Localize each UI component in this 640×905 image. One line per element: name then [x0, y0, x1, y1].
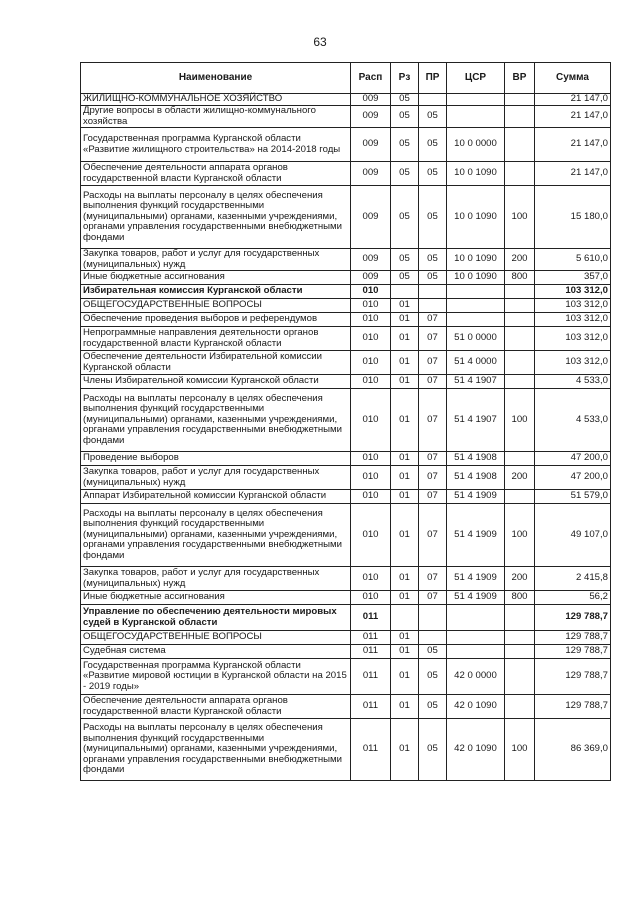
- row-sum: 103 312,0: [535, 327, 611, 351]
- table-row: [81, 375, 611, 389]
- row-pr: [419, 299, 447, 313]
- row-name: Обеспечение деятельности аппарата органов государственной власти Курганской области: [81, 695, 351, 719]
- row-sum: 56,2: [535, 591, 611, 605]
- table-row: [81, 299, 611, 313]
- row-sum: 49 107,0: [535, 504, 611, 567]
- row-rz: 01: [391, 591, 419, 605]
- row-rasp: 010: [351, 567, 391, 591]
- row-rasp: 010: [351, 452, 391, 466]
- row-sum: 129 788,7: [535, 605, 611, 631]
- row-vr: [505, 351, 535, 375]
- row-sum: 21 147,0: [535, 94, 611, 106]
- row-pr: 05: [419, 645, 447, 659]
- row-sum: 4 533,0: [535, 389, 611, 452]
- row-rasp: 010: [351, 299, 391, 313]
- row-name: Закупка товаров, работ и услуг для государственных (муниципальных) нужд: [81, 249, 351, 271]
- row-pr: 07: [419, 327, 447, 351]
- row-rz: 01: [391, 452, 419, 466]
- table-row: [81, 504, 611, 567]
- row-vr: 200: [505, 567, 535, 591]
- row-rasp: 011: [351, 719, 391, 781]
- row-rasp: 010: [351, 313, 391, 327]
- row-rasp: 009: [351, 106, 391, 128]
- row-name: Судебная система: [81, 645, 351, 659]
- row-name: Расходы на выплаты персоналу в целях обеспечения выполнения функций государственными (муниципальными) органами, казенными учреждениями, органами управления государственными внебюджетными фондами: [81, 389, 351, 452]
- row-pr: 05: [419, 695, 447, 719]
- row-vr: 100: [505, 389, 535, 452]
- row-name: Члены Избирательной комиссии Курганской области: [81, 375, 351, 389]
- row-pr: 05: [419, 128, 447, 162]
- row-vr: 100: [505, 504, 535, 567]
- row-pr: 07: [419, 490, 447, 504]
- row-csr: 10 0 0000: [447, 128, 505, 162]
- row-vr: [505, 299, 535, 313]
- table-row: [81, 313, 611, 327]
- table-row: [81, 351, 611, 375]
- row-vr: 200: [505, 249, 535, 271]
- row-sum: 129 788,7: [535, 631, 611, 645]
- row-sum: 5 610,0: [535, 249, 611, 271]
- row-pr: [419, 631, 447, 645]
- row-pr: 05: [419, 719, 447, 781]
- table-row: [81, 567, 611, 591]
- row-sum: 21 147,0: [535, 128, 611, 162]
- row-csr: [447, 645, 505, 659]
- row-rz: 05: [391, 186, 419, 249]
- table-row: [81, 490, 611, 504]
- table-row: [81, 659, 611, 695]
- row-pr: 05: [419, 186, 447, 249]
- row-csr: 51 4 1909: [447, 567, 505, 591]
- row-sum: 103 312,0: [535, 299, 611, 313]
- row-pr: [419, 285, 447, 299]
- table-row: [81, 719, 611, 781]
- row-sum: 47 200,0: [535, 466, 611, 490]
- table-row: [81, 249, 611, 271]
- row-csr: 10 0 1090: [447, 186, 505, 249]
- table-row: [81, 591, 611, 605]
- row-pr: [419, 94, 447, 106]
- row-sum: 103 312,0: [535, 313, 611, 327]
- row-rz: 05: [391, 249, 419, 271]
- row-csr: 51 4 1907: [447, 389, 505, 452]
- row-rz: 01: [391, 490, 419, 504]
- row-rasp: 010: [351, 375, 391, 389]
- table-row: [81, 605, 611, 631]
- row-name: ОБЩЕГОСУДАРСТВЕННЫЕ ВОПРОСЫ: [81, 299, 351, 313]
- row-rz: 01: [391, 695, 419, 719]
- row-pr: 05: [419, 162, 447, 186]
- row-rasp: 010: [351, 591, 391, 605]
- row-vr: [505, 94, 535, 106]
- row-name: Государственная программа Курганской области «Развитие жилищного строительства» на 2014-2018 годы: [81, 128, 351, 162]
- row-vr: [505, 285, 535, 299]
- row-sum: 357,0: [535, 271, 611, 285]
- row-name: Обеспечение проведения выборов и референдумов: [81, 313, 351, 327]
- row-sum: 21 147,0: [535, 162, 611, 186]
- row-name: Управление по обеспечению деятельности мировых судей в Курганской области: [81, 605, 351, 631]
- row-rz: 01: [391, 313, 419, 327]
- row-rasp: 010: [351, 327, 391, 351]
- row-rasp: 011: [351, 605, 391, 631]
- row-sum: 51 579,0: [535, 490, 611, 504]
- row-name: Закупка товаров, работ и услуг для государственных (муниципальных) нужд: [81, 567, 351, 591]
- row-sum: 103 312,0: [535, 285, 611, 299]
- row-rasp: 009: [351, 271, 391, 285]
- row-pr: 07: [419, 389, 447, 452]
- row-csr: [447, 631, 505, 645]
- row-vr: [505, 375, 535, 389]
- row-rasp: 010: [351, 504, 391, 567]
- row-pr: 07: [419, 375, 447, 389]
- row-rasp: 009: [351, 249, 391, 271]
- row-sum: 129 788,7: [535, 659, 611, 695]
- row-pr: 05: [419, 106, 447, 128]
- row-rz: 01: [391, 567, 419, 591]
- row-csr: 51 4 1908: [447, 466, 505, 490]
- row-csr: 51 4 1909: [447, 490, 505, 504]
- row-vr: [505, 128, 535, 162]
- row-csr: [447, 94, 505, 106]
- table-row: [81, 106, 611, 128]
- header-sum: Сумма: [535, 63, 611, 94]
- row-sum: 129 788,7: [535, 645, 611, 659]
- table-row: [81, 389, 611, 452]
- row-name: Проведение выборов: [81, 452, 351, 466]
- row-rasp: 010: [351, 389, 391, 452]
- row-name: ЖИЛИЩНО-КОММУНАЛЬНОЕ ХОЗЯЙСТВО: [81, 94, 351, 106]
- row-vr: 200: [505, 466, 535, 490]
- row-vr: [505, 106, 535, 128]
- row-vr: [505, 605, 535, 631]
- table-row: [81, 452, 611, 466]
- row-csr: 10 0 1090: [447, 249, 505, 271]
- row-sum: 2 415,8: [535, 567, 611, 591]
- row-sum: 129 788,7: [535, 695, 611, 719]
- table-row: [81, 285, 611, 299]
- row-rz: 05: [391, 271, 419, 285]
- row-sum: 15 180,0: [535, 186, 611, 249]
- row-csr: [447, 605, 505, 631]
- table-row: [81, 186, 611, 249]
- row-csr: 51 0 0000: [447, 327, 505, 351]
- row-csr: [447, 285, 505, 299]
- row-pr: 07: [419, 313, 447, 327]
- row-name: Обеспечение деятельности Избирательной комиссии Курганской области: [81, 351, 351, 375]
- row-pr: 07: [419, 466, 447, 490]
- row-rasp: 010: [351, 351, 391, 375]
- table-row: [81, 327, 611, 351]
- row-rz: 01: [391, 466, 419, 490]
- table-row: [81, 162, 611, 186]
- row-vr: [505, 695, 535, 719]
- row-pr: 07: [419, 452, 447, 466]
- table-row: [81, 466, 611, 490]
- row-rz: 01: [391, 327, 419, 351]
- table-body: [81, 94, 611, 781]
- row-rasp: 009: [351, 94, 391, 106]
- row-sum: 21 147,0: [535, 106, 611, 128]
- row-rasp: 011: [351, 659, 391, 695]
- row-rasp: 009: [351, 162, 391, 186]
- row-rz: 05: [391, 128, 419, 162]
- header-csr: ЦСР: [447, 63, 505, 94]
- row-rz: 01: [391, 375, 419, 389]
- table-row: [81, 128, 611, 162]
- row-rasp: 010: [351, 285, 391, 299]
- row-rasp: 010: [351, 490, 391, 504]
- row-pr: 07: [419, 351, 447, 375]
- row-csr: 42 0 0000: [447, 659, 505, 695]
- row-name: Аппарат Избирательной комиссии Курганской области: [81, 490, 351, 504]
- row-vr: [505, 490, 535, 504]
- row-vr: [505, 162, 535, 186]
- row-rz: 05: [391, 162, 419, 186]
- row-name: Расходы на выплаты персоналу в целях обеспечения выполнения функций государственными (муниципальными) органами, казенными учреждениями, органами управления государственными внебюджетными фондами: [81, 719, 351, 781]
- row-vr: [505, 313, 535, 327]
- row-pr: 07: [419, 504, 447, 567]
- row-rz: 01: [391, 389, 419, 452]
- row-rz: 01: [391, 299, 419, 313]
- table-row: [81, 631, 611, 645]
- row-csr: 10 0 1090: [447, 162, 505, 186]
- row-vr: 800: [505, 591, 535, 605]
- table-row: [81, 695, 611, 719]
- row-vr: [505, 631, 535, 645]
- row-csr: 51 4 0000: [447, 351, 505, 375]
- row-sum: 47 200,0: [535, 452, 611, 466]
- row-csr: 42 0 1090: [447, 719, 505, 781]
- row-vr: [505, 659, 535, 695]
- row-rz: 05: [391, 94, 419, 106]
- row-name: Расходы на выплаты персоналу в целях обеспечения выполнения функций государственными (муниципальными) органами, казенными учреждениями, органами управления государственными внебюджетными фондами: [81, 186, 351, 249]
- row-name: ОБЩЕГОСУДАРСТВЕННЫЕ ВОПРОСЫ: [81, 631, 351, 645]
- row-rasp: 010: [351, 466, 391, 490]
- row-rasp: 011: [351, 631, 391, 645]
- row-name: Расходы на выплаты персоналу в целях обеспечения выполнения функций государственными (муниципальными) органами, казенными учреждениями, органами управления государственными внебюджетными фондами: [81, 504, 351, 567]
- row-vr: [505, 327, 535, 351]
- row-rz: 01: [391, 631, 419, 645]
- row-rz: 01: [391, 645, 419, 659]
- row-rasp: 009: [351, 128, 391, 162]
- row-csr: 10 0 1090: [447, 271, 505, 285]
- header-name: Наименование: [81, 63, 351, 94]
- budget-table: [80, 62, 611, 781]
- row-vr: 100: [505, 719, 535, 781]
- row-pr: 05: [419, 659, 447, 695]
- row-rz: 01: [391, 504, 419, 567]
- header-vr: ВР: [505, 63, 535, 94]
- row-vr: 100: [505, 186, 535, 249]
- row-name: Иные бюджетные ассигнования: [81, 271, 351, 285]
- row-rz: [391, 285, 419, 299]
- row-name: Другие вопросы в области жилищно-коммунального хозяйства: [81, 106, 351, 128]
- row-rasp: 011: [351, 695, 391, 719]
- row-rz: [391, 605, 419, 631]
- row-rz: 01: [391, 659, 419, 695]
- row-pr: [419, 605, 447, 631]
- row-sum: 86 369,0: [535, 719, 611, 781]
- row-vr: [505, 452, 535, 466]
- row-name: Закупка товаров, работ и услуг для государственных (муниципальных) нужд: [81, 466, 351, 490]
- table-row: [81, 94, 611, 106]
- row-vr: 800: [505, 271, 535, 285]
- header-rz: Рз: [391, 63, 419, 94]
- row-rz: 01: [391, 351, 419, 375]
- row-pr: 05: [419, 249, 447, 271]
- row-rz: 01: [391, 719, 419, 781]
- row-csr: 51 4 1909: [447, 591, 505, 605]
- table-row: [81, 645, 611, 659]
- row-name: Иные бюджетные ассигнования: [81, 591, 351, 605]
- row-csr: 51 4 1909: [447, 504, 505, 567]
- row-pr: 07: [419, 591, 447, 605]
- row-pr: 05: [419, 271, 447, 285]
- row-sum: 4 533,0: [535, 375, 611, 389]
- row-vr: [505, 645, 535, 659]
- table-header-row: [81, 63, 611, 94]
- row-csr: 51 4 1907: [447, 375, 505, 389]
- row-name: Непрограммные направления деятельности органов государственной власти Курганской области: [81, 327, 351, 351]
- row-csr: [447, 313, 505, 327]
- row-name: Избирательная комиссия Курганской области: [81, 285, 351, 299]
- table-row: [81, 271, 611, 285]
- row-name: Государственная программа Курганской области «Развитие мировой юстиции в Курганской области на 2015 - 2019 годы»: [81, 659, 351, 695]
- row-csr: [447, 299, 505, 313]
- row-csr: [447, 106, 505, 128]
- row-rasp: 011: [351, 645, 391, 659]
- row-sum: 103 312,0: [535, 351, 611, 375]
- row-rz: 05: [391, 106, 419, 128]
- row-rasp: 009: [351, 186, 391, 249]
- row-csr: 42 0 1090: [447, 695, 505, 719]
- row-csr: 51 4 1908: [447, 452, 505, 466]
- page-number: 63: [313, 35, 327, 49]
- header-pr: ПР: [419, 63, 447, 94]
- row-pr: 07: [419, 567, 447, 591]
- header-rasp: Расп: [351, 63, 391, 94]
- row-name: Обеспечение деятельности аппарата органов государственной власти Курганской области: [81, 162, 351, 186]
